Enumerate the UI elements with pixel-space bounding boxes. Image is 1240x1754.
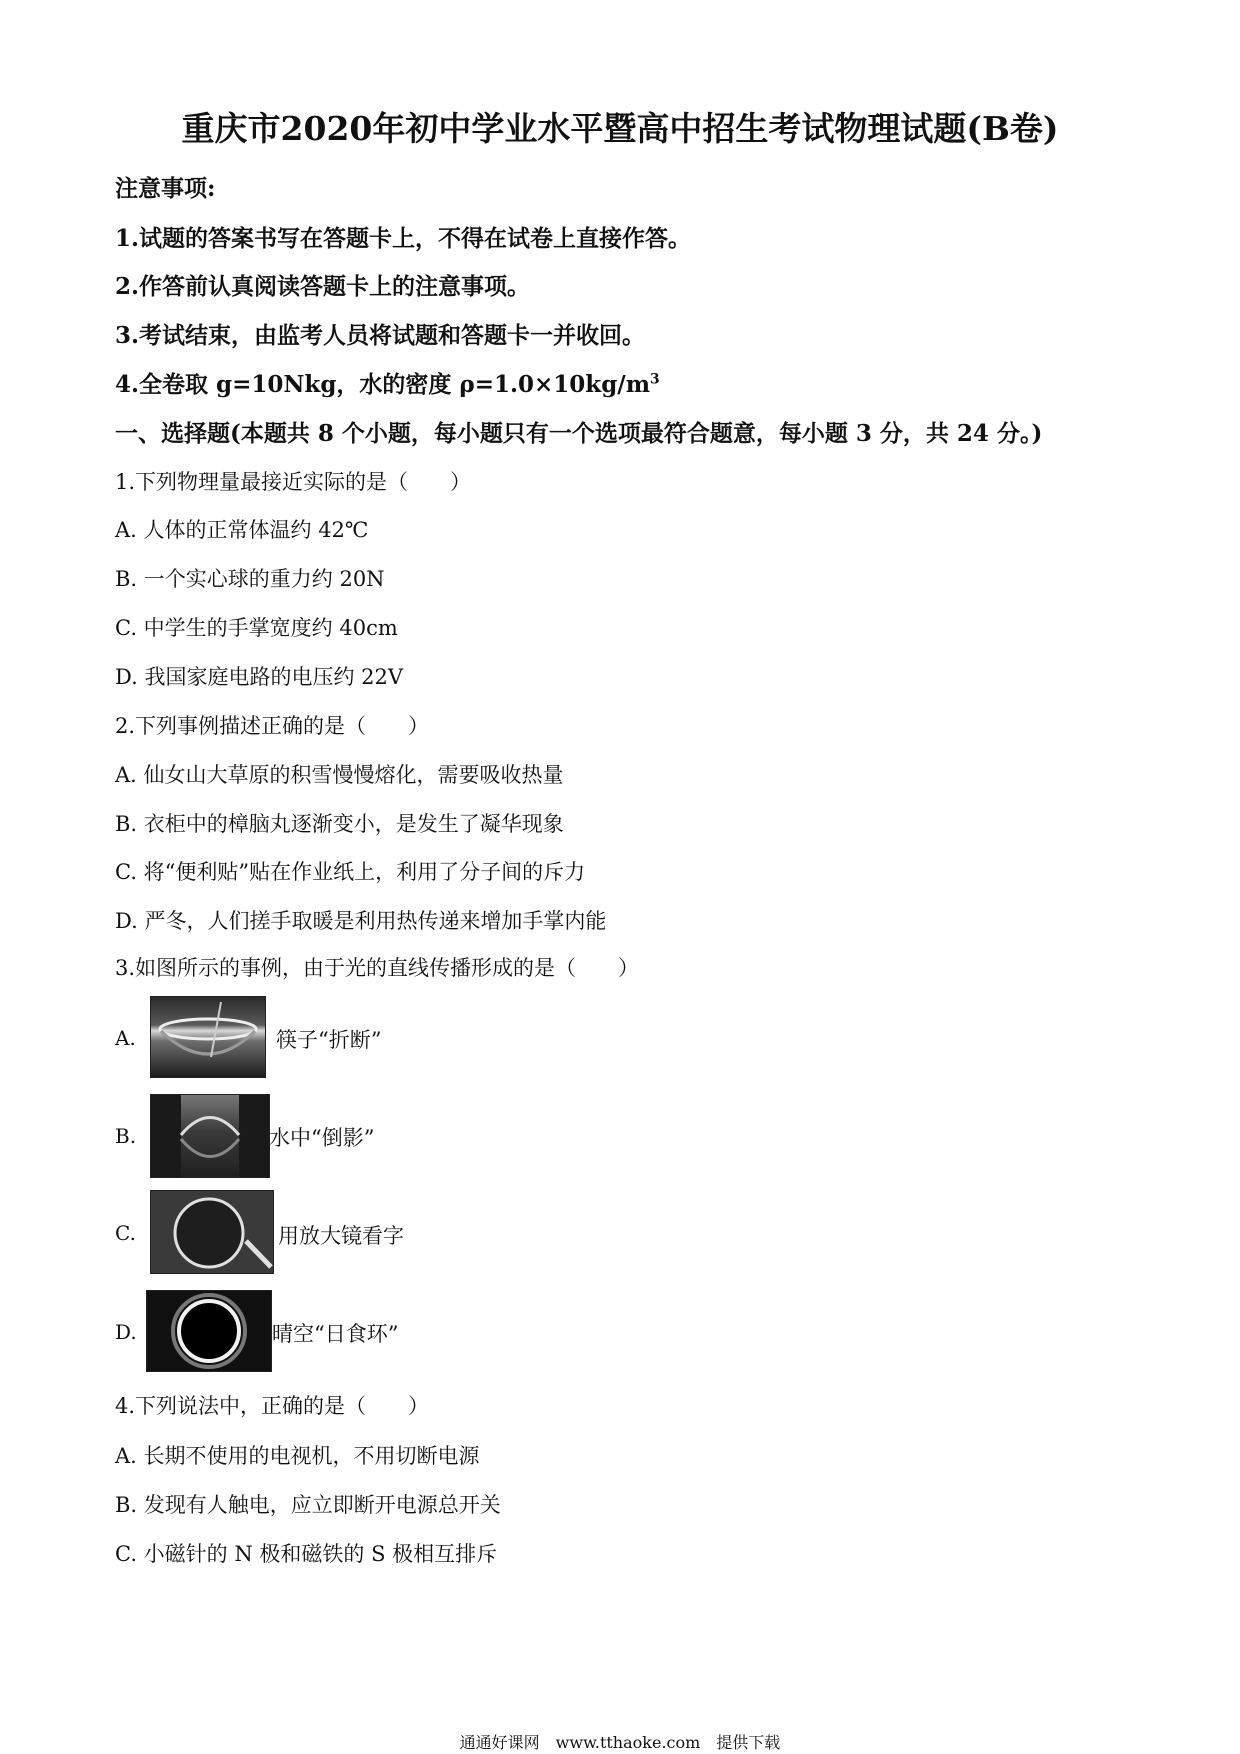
q2-stem: 2.下列事例描述正确的是（ ）	[115, 714, 430, 738]
q4-option-c: C. 小磁针的 N 极和磁铁的 S 极相互排斥	[115, 1542, 498, 1566]
note-item-4-text: 4.全卷取 g=10Nkg，水的密度 ρ=1.0×10kg/m	[115, 371, 651, 398]
q2-option-c: C. 将“便利贴”贴在作业纸上，利用了分子间的斥力	[115, 860, 586, 884]
q2-option-b: B. 衣柜中的樟脑丸逐渐变小，是发生了凝华现象	[115, 812, 564, 836]
q3-option-d-letter: D.	[115, 1320, 137, 1344]
q2-option-d: D. 严冬，人们搓手取暖是利用热传递来增加手掌内能	[115, 909, 607, 933]
q3-option-a-letter: A.	[115, 1026, 136, 1050]
q3-option-b-caption: 水中“倒影”	[269, 1126, 375, 1150]
note-item-4-superscript: 3	[650, 371, 660, 388]
q3-option-b-letter: B.	[115, 1124, 137, 1148]
q3-stem: 3.如图所示的事例，由于光的直线传播形成的是（ ）	[115, 956, 640, 980]
q3-option-c-caption: 用放大镜看字	[278, 1224, 404, 1248]
q3-option-d-caption: 晴空“日食环”	[272, 1322, 399, 1346]
q2-option-a: A. 仙女山大草原的积雪慢慢熔化，需要吸收热量	[115, 763, 564, 787]
q4-option-b: B. 发现有人触电，应立即断开电源总开关	[115, 1493, 501, 1517]
arch-bridge-icon	[151, 1095, 269, 1177]
eclipse-ring-icon	[147, 1291, 271, 1371]
solar-eclipse-image	[146, 1290, 272, 1372]
q1-option-b: B. 一个实心球的重力约 20N	[115, 567, 385, 591]
q4-option-a: A. 长期不使用的电视机，不用切断电源	[115, 1444, 480, 1468]
q4-stem: 4.下列说法中，正确的是（ ）	[115, 1394, 430, 1418]
q3-option-a-caption: 筷子“折断”	[276, 1028, 382, 1052]
page-footer: 通通好课网 www.tthaoke.com 提供下载	[459, 1733, 781, 1752]
q1-stem: 1.下列物理量最接近实际的是（ ）	[115, 470, 472, 494]
q1-option-a: A. 人体的正常体温约 42℃	[115, 518, 369, 542]
page-title: 重庆市2020年初中学业水平暨高中招生考试物理试题(B卷)	[181, 109, 1059, 148]
section-heading: 一、选择题(本题共 8 个小题，每小题只有一个选项最符合题意，每小题 3 分，共 24 分。)	[115, 420, 1043, 447]
magnifying-glass-icon	[151, 1191, 273, 1273]
bridge-reflection-image	[150, 1094, 270, 1178]
chopsticks-in-bowl-image	[150, 996, 266, 1078]
bowl-icon	[151, 997, 265, 1077]
q3-option-c-letter: C.	[115, 1221, 136, 1245]
note-item-4	[115, 366, 660, 399]
magnifier-image	[150, 1190, 274, 1274]
note-item-3: 3.考试结束，由监考人员将试题和答题卡一并收回。	[115, 322, 646, 349]
note-item-2: 2.作答前认真阅读答题卡上的注意事项。	[115, 273, 531, 300]
q1-option-c: C. 中学生的手掌宽度约 40cm	[115, 616, 398, 640]
q1-option-d: D. 我国家庭电路的电压约 22V	[115, 665, 404, 689]
note-item-1: 1.试题的答案书写在答题卡上，不得在试卷上直接作答。	[115, 225, 692, 252]
notes-heading: 注意事项:	[115, 175, 216, 202]
